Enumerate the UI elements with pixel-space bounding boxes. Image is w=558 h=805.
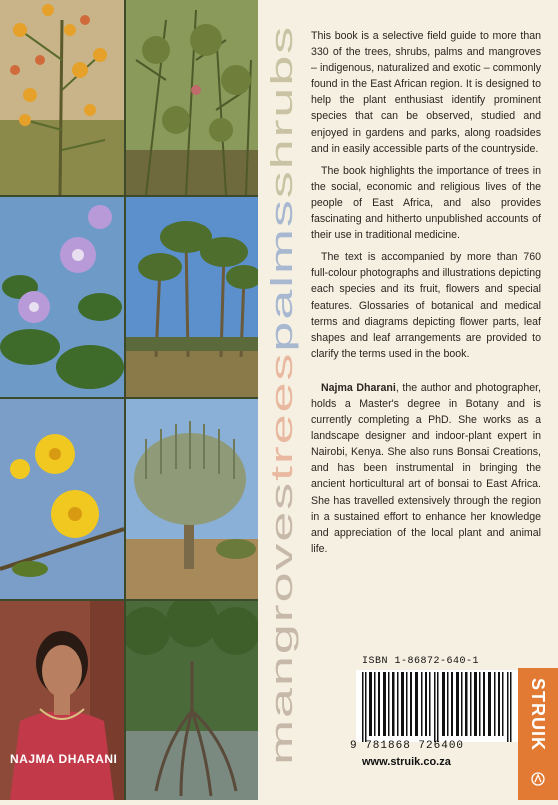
photo-yellow-flowers — [0, 399, 124, 599]
publisher-logo-icon — [531, 772, 545, 786]
description-paragraph-2: The book highlights the importance of trees in the social, economic and religious lives of the people of East Africa, and also provides fascinating and hitherto unpublished accounts of their use in traditional medicine. — [311, 164, 541, 242]
photo-mangrove-roots — [126, 601, 258, 800]
isbn-label: ISBN 1-86872-640-1 — [362, 656, 480, 667]
barcode — [356, 670, 518, 742]
spine-title — [262, 0, 300, 800]
spine-segment-palms: palms — [264, 263, 299, 352]
photo-thorny-shrub — [126, 0, 258, 195]
author-bio-text: , the author and photographer, holds a Master's degree in Botany and is currently completing a PhD. She works as a landscape designer and indoor-plant expert in Nairobi, Kenya. She also runs Bonsai Creations, and has been instrumental in bringing the ancient horticultural art of bonsai to East Africa. She has travelled extensively through the region in a sustained effort to enhance her knowledge and appreciation of the local plant and animal life. — [311, 381, 541, 555]
photo-collage — [0, 0, 258, 800]
author-photo — [0, 601, 124, 800]
barcode-digits: 9 781868 726400 — [350, 740, 465, 752]
publisher-website: www.struik.co.za — [362, 756, 451, 768]
author-bio — [311, 380, 541, 557]
spine-segment-trees: trees — [264, 407, 299, 481]
publisher-tab — [518, 668, 558, 800]
author-name: Najma Dharani — [321, 381, 396, 394]
spine-segment-shrubs: shrubs — [264, 99, 299, 199]
photo-purple-flowers — [0, 197, 124, 397]
publisher-name: STRUIK — [528, 678, 548, 751]
photo-acacia-flowers — [0, 0, 124, 195]
author-caption: NAJMA DHARANI — [10, 752, 118, 766]
description-paragraph-3: The text is accompanied by more than 760 full-colour photographs and illustrations depicting each species and its fruit, flowers and special features. Glossaries of botanical and medical terms and diagrams depicting flower parts, leaf shapes and leaf arrangements are provided to clarify the terms used in the book. — [311, 251, 541, 360]
spine-segment-mangroves: mangroves — [264, 602, 299, 765]
svg-text:mangrovestreespalmsshrubs — [264, 25, 299, 765]
photo-candelabra-tree — [126, 399, 258, 599]
photo-palm-trees — [126, 197, 258, 397]
description-paragraph-1: This book is a selective field guide to more than 330 of the trees, shrubs, palms and mangroves – indigenous, naturalized and exotic – commonly found in the East African region. It is designed to help the plant enthusiast identify prominent species that can be observed, studied and enjoyed in gardens and parks, along roadsides and in easily accessible parts of the countryside. — [311, 30, 541, 155]
back-cover-blurb — [311, 28, 541, 563]
